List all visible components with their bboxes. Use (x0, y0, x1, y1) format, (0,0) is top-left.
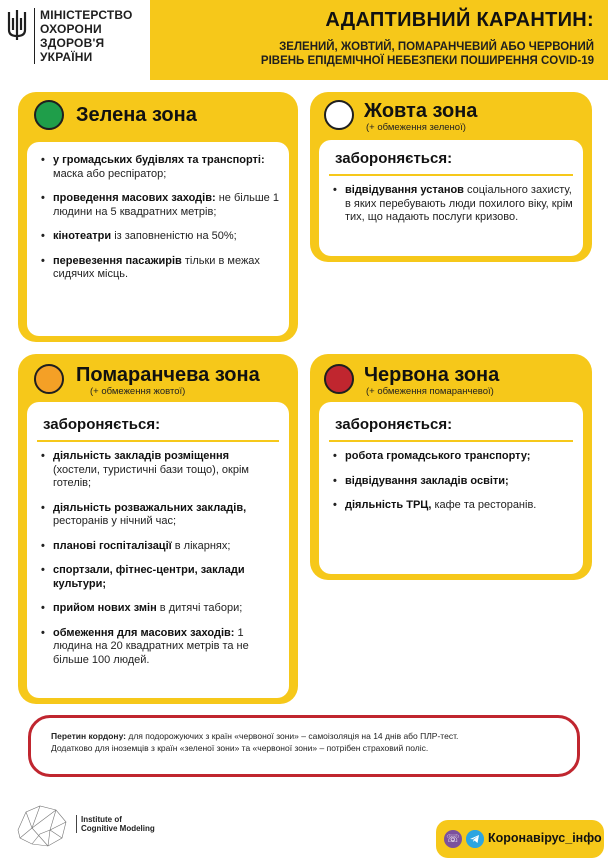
red-zone-title: Червона зона (364, 364, 500, 386)
red-zone-list (333, 450, 573, 524)
subtitle-line: РІВЕНЬ ЕПІДЕМІЧНОЇ НЕБЕЗПЕКИ ПОШИРЕННЯ COVID-19 (260, 55, 594, 67)
yellow-circle-icon (324, 100, 354, 130)
red-zone-body (319, 402, 583, 574)
divider (329, 174, 573, 176)
list-item: • відвідування закладів освіти; (333, 475, 573, 489)
list-item: • обмеження для масових заходів: 1 людина на 20 квадратних метрів та не більше 100 людей. (41, 627, 279, 668)
yellow-zone-body (319, 140, 583, 256)
green-zone-card (18, 92, 298, 342)
orange-zone-note: (+ обмеження жовтої) (90, 386, 186, 397)
orange-zone-title: Помаранчева зона (76, 364, 260, 386)
divider (37, 440, 279, 442)
list-item: • відвідування установ соціального захисту, в яких перебувають люди похилого віку, крім тих, що надають послуги кризово. (333, 184, 573, 225)
yellow-zone-note: (+ обмеження зеленої) (366, 122, 466, 133)
green-zone-title: Зелена зона (76, 104, 197, 126)
subtitle-line: ЗЕЛЕНИЙ, ЖОВТИЙ, ПОМАРАНЧЕВИЙ АБО ЧЕРВОНИЙ (279, 41, 594, 53)
border-crossing-text: Перетин кордону: для подорожуючих з країн «червоної зони» – самоізоляція на 14 днів або ПЛР-тест. Додатково для іноземців з країн «зеленої зони» та «червоної зони» – потрібен страховий поліс. (51, 731, 459, 753)
ministry-line: МІНІСТЕРСТВО (40, 8, 133, 22)
page-subtitle (261, 40, 594, 68)
telegram-icon[interactable] (466, 830, 484, 848)
forbidden-heading: забороняється: (43, 416, 161, 433)
green-zone-body (27, 142, 289, 336)
forbidden-heading: забороняється: (335, 416, 453, 433)
list-item: • проведення масових заходів: не більше 1 людини на 5 квадратних метрів; (41, 192, 279, 219)
yellow-zone-list (333, 184, 573, 236)
red-zone-note: (+ обмеження помаранчевої) (366, 386, 494, 397)
viber-icon[interactable]: ☏ (444, 830, 462, 848)
list-item: • робота громадського транспорту; (333, 450, 573, 464)
list-item: • перевезення пасажирів тільки в межах сидячих місць. (41, 255, 279, 282)
brain-logo-icon (10, 800, 74, 852)
red-zone-card (310, 354, 592, 580)
ministry-line: ЗДОРОВ'Я (40, 36, 105, 50)
ministry-logo-block (0, 0, 150, 80)
list-item: • прийом нових змін в дитячі табори; (41, 602, 279, 616)
border-crossing-box (28, 715, 580, 777)
list-item: • діяльність розважальних закладів, ресторанів у нічний час; (41, 502, 279, 529)
green-circle-icon (34, 100, 64, 130)
ministry-line: ОХОРОНИ (40, 22, 102, 36)
green-zone-list (41, 154, 279, 293)
orange-circle-icon (34, 364, 64, 394)
orange-zone-list (41, 450, 279, 678)
header (0, 0, 608, 80)
list-item: • планові госпіталізації в лікарнях; (41, 540, 279, 554)
list-item: • спортзали, фітнес-центри, заклади культури; (41, 564, 279, 591)
orange-zone-body (27, 402, 289, 698)
yellow-zone-title: Жовта зона (364, 100, 478, 122)
yellow-zone-card (310, 92, 592, 262)
coronavirus-info-badge[interactable] (436, 820, 604, 858)
page-title: АДАПТИВНИЙ КАРАНТИН: (325, 9, 594, 31)
trident-icon (6, 8, 28, 42)
red-circle-icon (324, 364, 354, 394)
orange-zone-card (18, 354, 298, 704)
list-item: • діяльність ТРЦ, кафе та ресторанів. (333, 499, 573, 513)
list-item: • кінотеатри із заповненістю на 50%; (41, 230, 279, 244)
header-banner (150, 0, 608, 80)
icm-logo-text: Institute of Cognitive Modeling (76, 815, 155, 833)
forbidden-heading: забороняється: (335, 150, 453, 167)
ministry-line: УКРАЇНИ (40, 50, 93, 64)
divider (329, 440, 573, 442)
list-item: • у громадських будівлях та транспорті: маска або респіратор; (41, 154, 279, 181)
ministry-name (34, 8, 133, 64)
coronavirus-info-label[interactable]: Коронавірус_інфо (488, 831, 602, 845)
border-crossing-label: Перетин кордону: (51, 731, 127, 741)
list-item: • діяльність закладів розміщення (хостели, туристичні бази тощо), окрім готелів; (41, 450, 279, 491)
